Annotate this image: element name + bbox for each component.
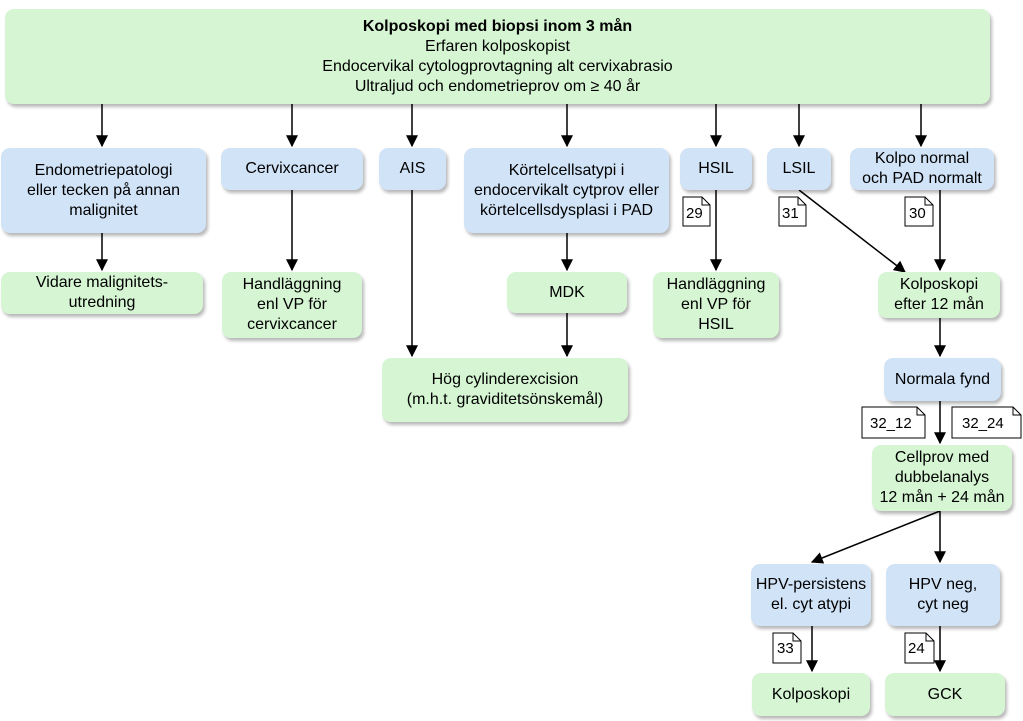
node-cellprov: [872, 445, 1012, 511]
node-line: malignitet: [69, 201, 138, 219]
node-line: Endometriepatologi: [34, 161, 173, 179]
doc-31-label: 31: [782, 205, 799, 222]
node-hpv-neg: [886, 564, 1000, 626]
node-line: Handläggning: [666, 276, 766, 293]
doc-30-label: 30: [909, 205, 926, 222]
node-normala-fynd: [884, 358, 1001, 401]
node-line: enl VP för: [257, 296, 327, 313]
node-vidare-malignitet: [1, 272, 203, 314]
node-kolposkopi-12: [878, 272, 1000, 318]
node-line: (m.h.t. graviditetsönskemål): [406, 391, 604, 408]
node-line: utredning: [68, 294, 136, 311]
node-line: körtelcellsdysplasi i PAD: [479, 201, 654, 219]
node-hpv-persistens: [751, 564, 871, 626]
node-hog-cylinderexcision: [382, 358, 628, 422]
arrow-lsil-to-kolposkopi-12: [799, 190, 905, 272]
top-box-line: Endocervikal cytologprovtagning alt cervixabrasio: [322, 57, 673, 75]
node-mdk: [507, 272, 627, 313]
doc-32-24-label: 32_24: [962, 415, 1004, 432]
node-kolposkopi: [752, 673, 870, 716]
node-kortelcellsatypi: [464, 148, 669, 233]
node-line: cyt neg: [917, 596, 969, 613]
top-box-line: Ultraljud och endometrieprov om ≥ 40 år: [354, 77, 641, 95]
node-line: HSIL: [698, 160, 734, 177]
node-line: Körtelcellsatypi i: [508, 161, 625, 179]
doc-32-12-label: 32_12: [870, 415, 912, 432]
node-line: el. cyt atypi: [770, 596, 852, 613]
node-line: Handläggning: [242, 276, 342, 293]
node-endometriepatologi: [1, 148, 206, 233]
node-line: HPV neg,: [908, 576, 978, 593]
node-handlaggning-hsil: [653, 272, 779, 338]
node-gck: [885, 673, 1005, 716]
doc-29-label: 29: [686, 205, 703, 222]
top-box-line: Erfaren kolposkopist: [425, 37, 570, 55]
node-line: GCK: [927, 685, 963, 703]
node-hsil: [680, 148, 752, 190]
node-ais: [379, 148, 446, 190]
node-handlaggning-cervixcancer: [222, 272, 362, 338]
node-line: och PAD normalt: [862, 170, 982, 187]
node-line: 12 mån + 24 mån: [879, 489, 1005, 506]
node-lsil: [767, 148, 831, 190]
arrow-cellprov-to-hpv-persistens: [812, 511, 940, 562]
node-line: endocervikalt cytprov eller: [474, 181, 659, 199]
node-line: Kolpo normal: [874, 150, 970, 167]
node-line: HPV-persistens: [755, 576, 867, 593]
node-line: Normala fynd: [894, 370, 991, 388]
node-line: Cervixcancer: [245, 160, 339, 177]
node-line: dubbelanalys: [894, 469, 990, 486]
node-line: HSIL: [698, 316, 734, 333]
node-line: MDK: [549, 283, 585, 301]
node-line: Kolposkopi: [771, 685, 851, 703]
node-line: LSIL: [782, 160, 816, 177]
doc-33-label: 33: [777, 640, 794, 657]
doc-24-label: 24: [908, 640, 925, 657]
top-box: [5, 9, 990, 104]
node-line: Hög cylinderexcision: [431, 371, 579, 388]
node-line: cervixcancer: [247, 316, 337, 333]
node-line: eller tecken på annan: [27, 181, 180, 199]
node-cervixcancer: [221, 148, 363, 190]
node-line: enl VP för: [681, 296, 751, 313]
top-box-title: Kolposkopi med biopsi inom 3 mån: [362, 17, 633, 35]
node-line: Vidare malignitets-: [35, 274, 169, 291]
node-line: Kolposkopi: [899, 276, 979, 293]
node-line: AIS: [399, 160, 426, 177]
node-kolpo-normal: [850, 148, 994, 190]
node-line: Cellprov med: [894, 449, 990, 466]
node-line: efter 12 mån: [894, 296, 984, 313]
